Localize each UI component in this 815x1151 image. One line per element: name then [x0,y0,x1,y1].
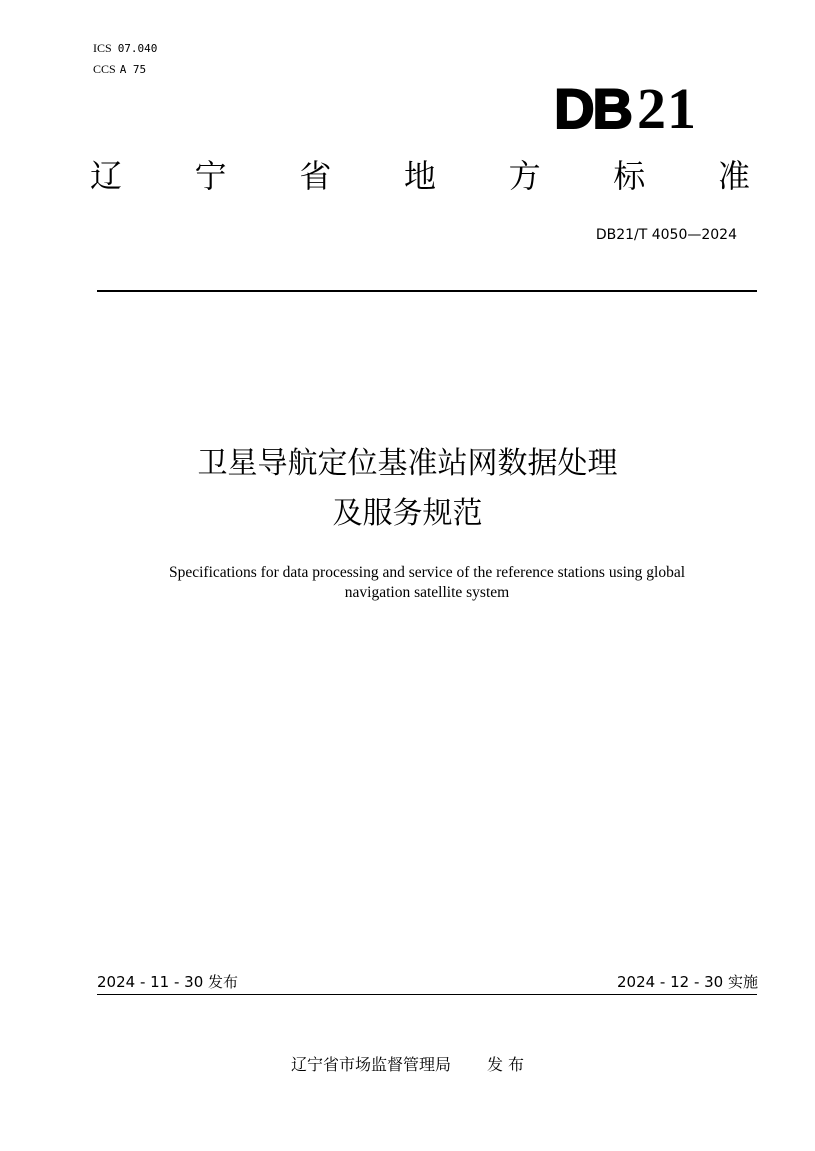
footer-divider [97,994,757,995]
standard-type-char: 准 [717,157,750,195]
header-divider [97,290,757,292]
publisher-action: 发 布 [486,1055,525,1074]
standard-type-char: 方 [508,157,541,195]
publisher [0,1054,815,1076]
standard-type-char: 标 [613,157,646,195]
issue-date: 2024 - 11 - 30 发布 [97,973,239,991]
chinese-title-line-1: 卫星导航定位基准站网数据处理 [197,446,618,481]
db-logo [554,78,697,140]
standard-number: DB21/T 4050—2024 [595,227,737,243]
ics-code [93,41,157,56]
publisher-organization: 辽宁省市场监督管理局 [290,1055,451,1074]
standard-type-char: 省 [299,157,332,195]
ccs-value: A 75 [119,63,147,76]
standard-type-char: 辽 [90,157,123,195]
standard-type-heading [90,156,750,196]
standard-type-char: 地 [403,157,436,195]
implementation-date: 2024 - 12 - 30 实施 [616,973,758,991]
ccs-label: CCS [93,62,116,76]
ics-label: ICS [93,41,112,55]
ics-value: 07.040 [117,42,158,55]
db-logo-prefix: DB [554,77,631,140]
chinese-title-line-2: 及服务规范 [332,496,483,531]
db-logo-number: 21 [637,76,697,141]
english-title-line-1: Specifications for data processing and service of the reference stations using global [168,564,686,581]
standard-type-char: 宁 [194,157,227,195]
ccs-code [93,62,146,77]
english-title-line-2: navigation satellite system [344,584,510,601]
english-title [97,563,757,603]
